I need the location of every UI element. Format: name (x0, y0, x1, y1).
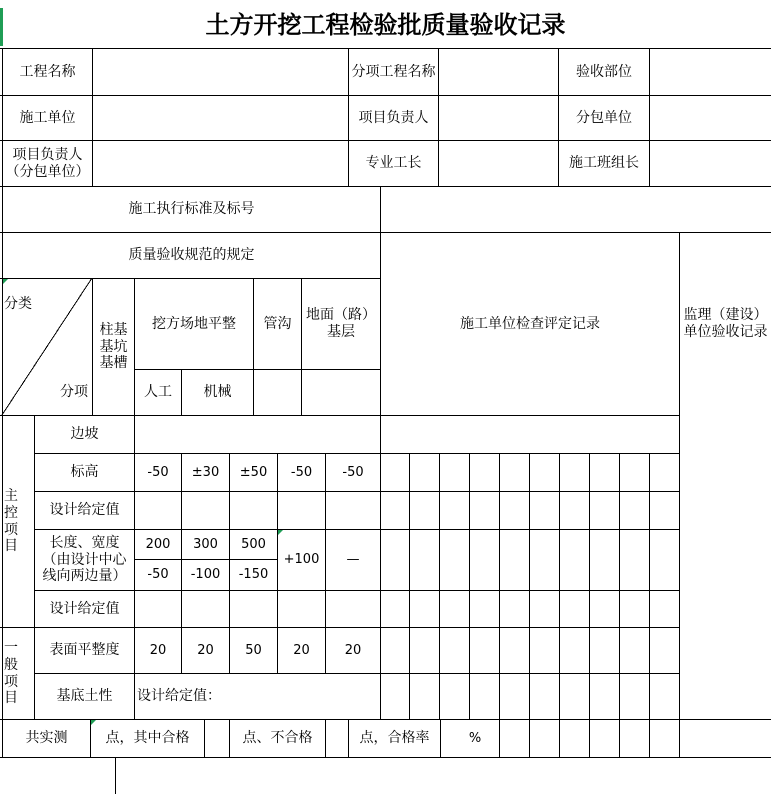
col-pit: 柱基 基坑 基槽 (99, 321, 128, 372)
length-width-label: 长度、宽度 （由设计中心 线向两边量） (42, 534, 127, 585)
slope-label: 边坡 (70, 426, 99, 443)
length-trench: +100 (283, 552, 320, 568)
summary-rate: 点，合格率 (359, 730, 430, 747)
flatness-trench: 20 (293, 642, 310, 658)
comment-marker (91, 720, 96, 725)
sub-manager-label: 项目负责人 （分包单位） (5, 146, 90, 180)
length-minus-machine: -100 (190, 567, 221, 583)
elevation-manual: -50 (147, 464, 169, 480)
design-value-label-2: 设计给定值 (49, 600, 120, 617)
length-plus-manual: 200 (145, 536, 171, 552)
col-trench: 管沟 (263, 315, 292, 332)
main-items-label: 主控项目 (4, 487, 18, 555)
summary-percent: % (468, 730, 482, 746)
team-leader-label: 施工班组长 (569, 155, 639, 172)
subcontract-unit-label: 分包单位 (576, 109, 632, 126)
elevation-label: 标高 (70, 464, 99, 481)
summary-fail: 点、不合格 (242, 730, 313, 747)
item-label: 分项 (60, 383, 88, 400)
length-minus-manual: -50 (147, 567, 169, 583)
design-value-label: 设计给定值 (49, 502, 120, 519)
flatness-pit: 50 (245, 642, 262, 658)
flatness-machine: 20 (197, 642, 214, 658)
soil-design-value: 设计给定值： (137, 688, 221, 705)
col-manual: 人工 (144, 384, 172, 401)
col-machine: 机械 (203, 384, 232, 401)
elevation-machine: ±30 (191, 464, 220, 480)
summary-total: 共实测 (25, 730, 68, 747)
flatness-manual: 20 (149, 642, 167, 658)
elevation-pit: ±50 (239, 464, 268, 480)
inspection-part-label: 验收部位 (576, 63, 632, 80)
soil-label: 基底土性 (56, 688, 113, 705)
comment-marker (3, 279, 8, 284)
length-minus-pit: -150 (238, 567, 269, 583)
sub-project-label: 分项工程名称 (351, 63, 436, 80)
construction-unit-label: 施工单位 (19, 109, 76, 126)
project-name-label: 工程名称 (19, 63, 76, 80)
col-unit-record: 施工单位检查评定记录 (460, 315, 600, 332)
category-label: 分类 (4, 295, 32, 312)
length-ground: — (346, 552, 360, 568)
project-manager-label: 项目负责人 (358, 109, 429, 126)
page-title: 土方开挖工程检验批质量验收记录 (205, 11, 566, 39)
col-site-leveling: 挖方场地平整 (152, 315, 236, 332)
col-supervisor: 监理（建设） 单位验收记录 (683, 307, 768, 340)
length-plus-pit: 500 (241, 536, 266, 552)
elevation-ground: -50 (342, 464, 364, 480)
foreman-label: 专业工长 (365, 155, 422, 172)
standard-label: 施工执行标准及标号 (128, 201, 255, 218)
col-ground: 地面（路） 基层 (306, 307, 376, 340)
summary-pass: 点，其中合格 (105, 730, 190, 747)
flatness-ground: 20 (344, 642, 362, 658)
length-plus-machine: 300 (193, 536, 218, 552)
flatness-label: 表面平整度 (49, 642, 120, 659)
general-items-label: 一般项目 (4, 639, 18, 707)
elevation-trench: -50 (290, 464, 313, 480)
spec-label: 质量验收规范的规定 (128, 247, 255, 264)
comment-marker (278, 530, 283, 535)
